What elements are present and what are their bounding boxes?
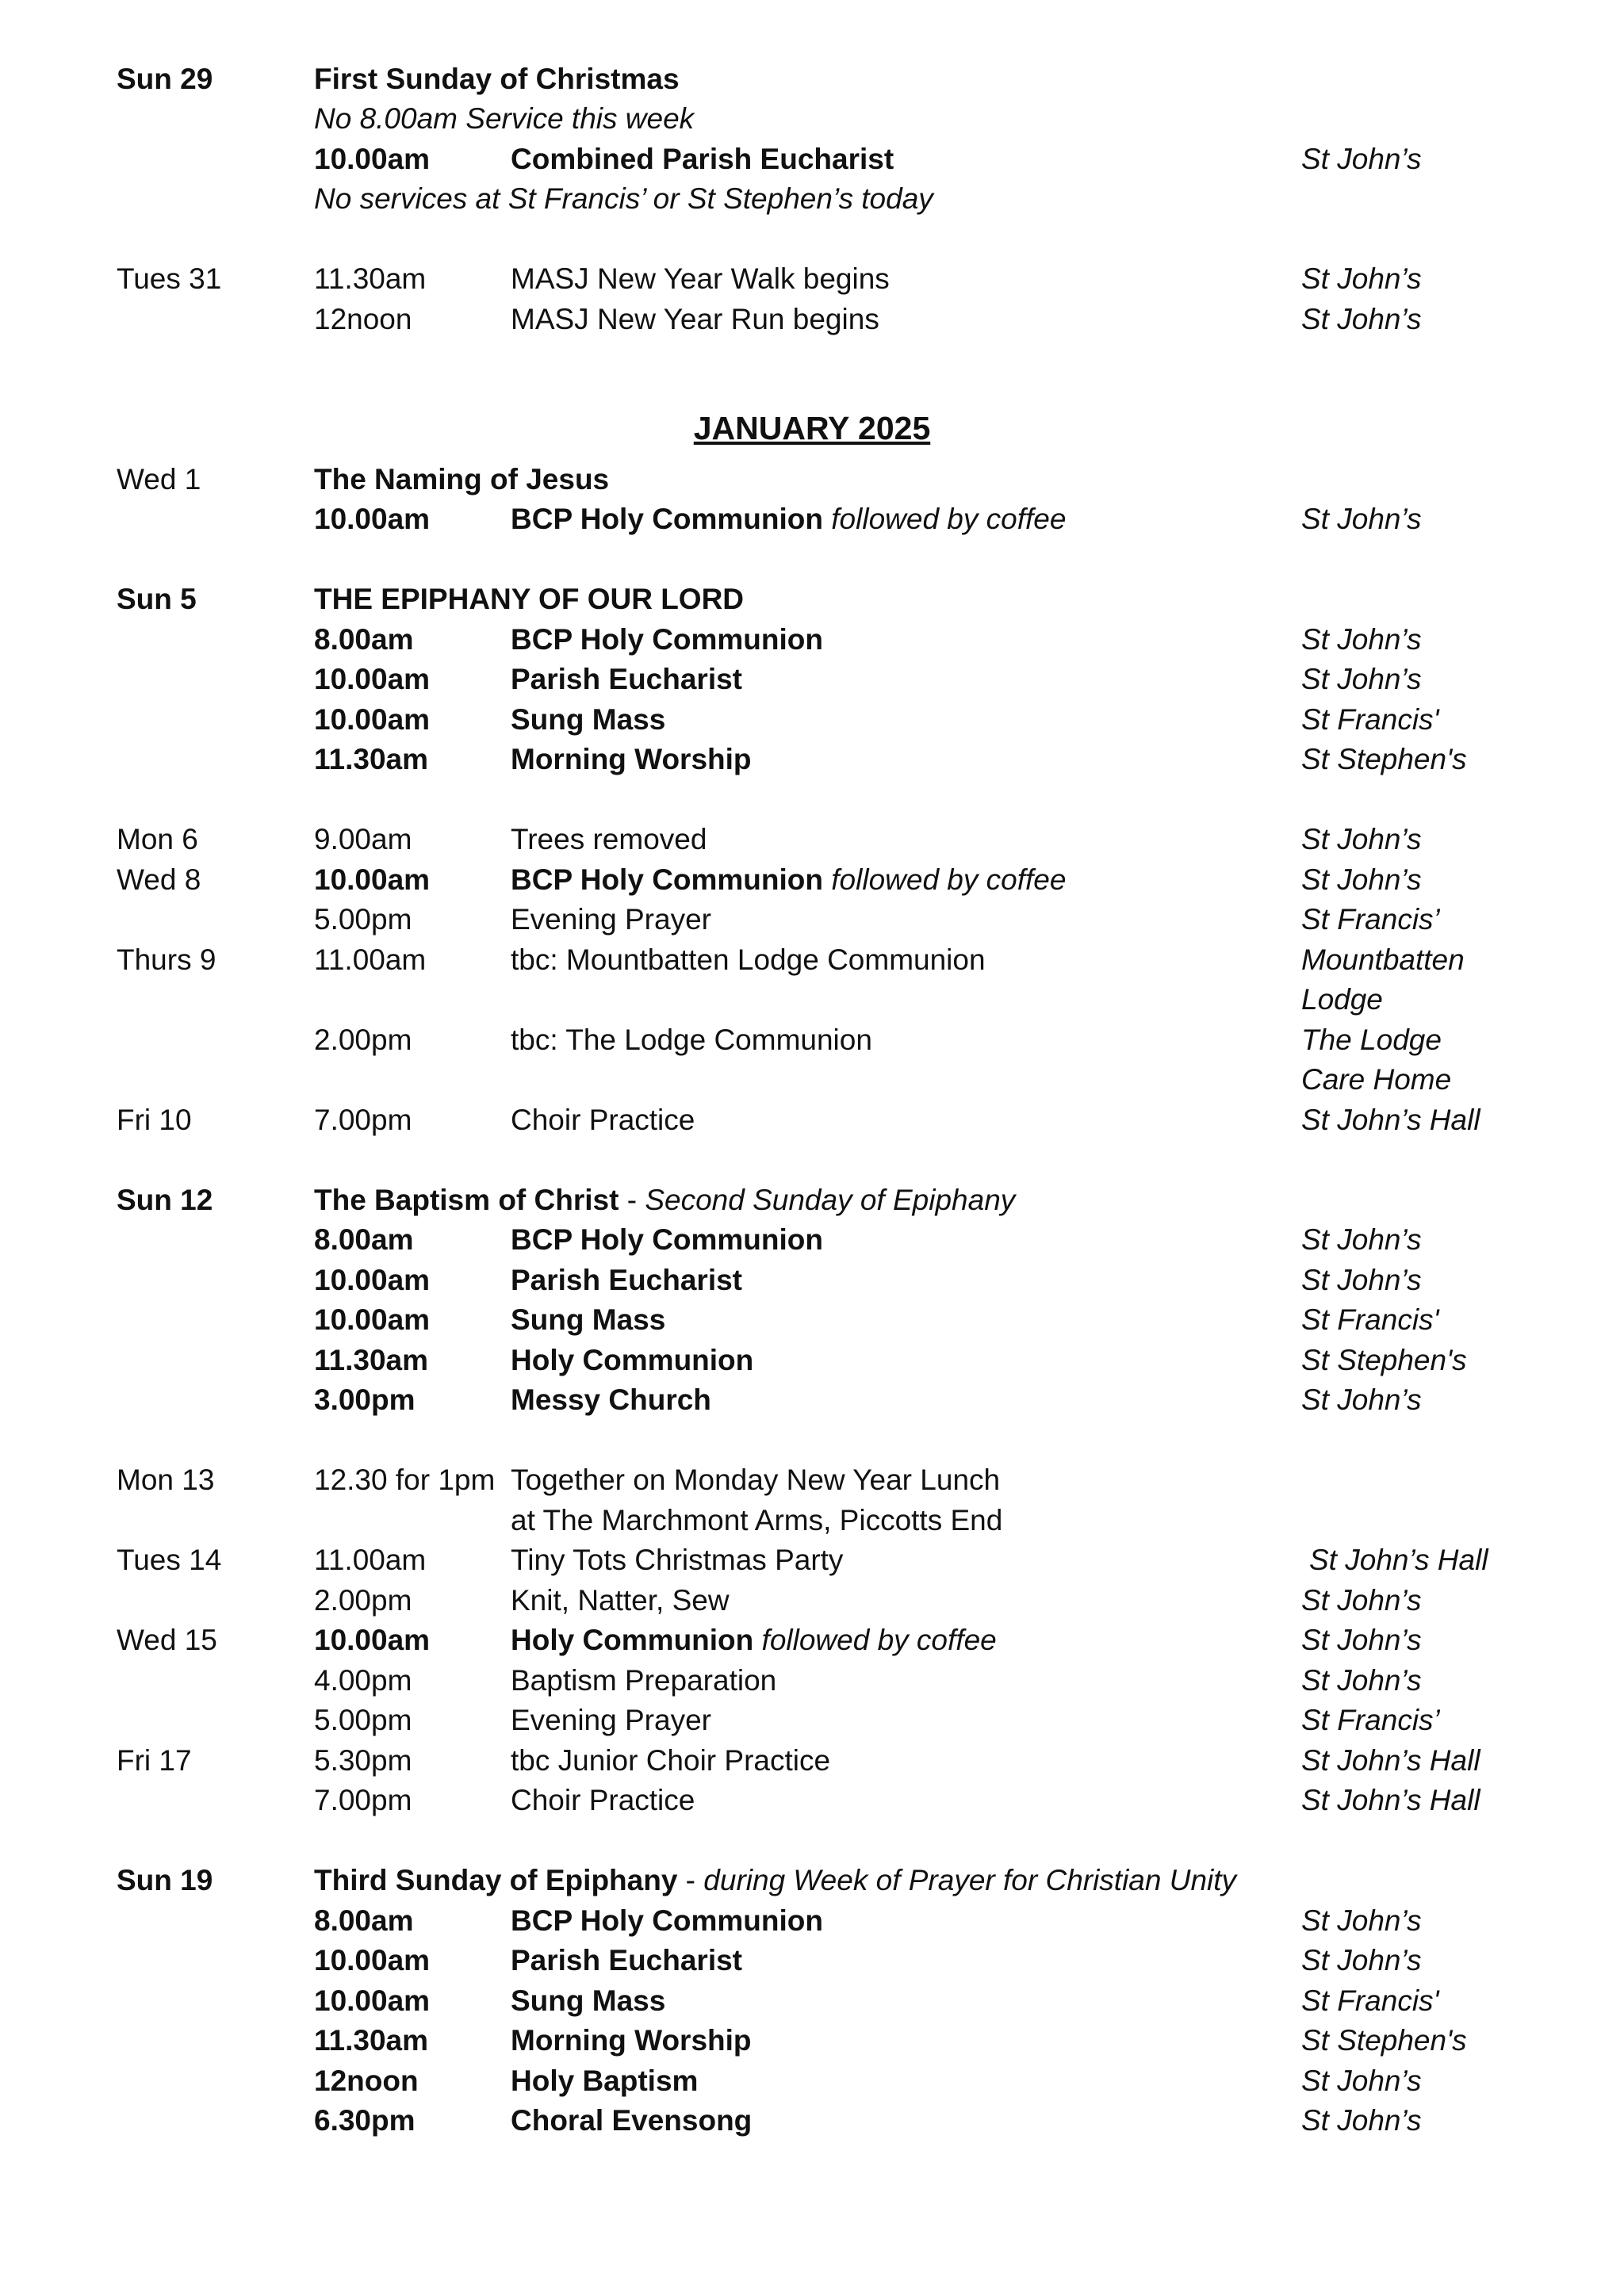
row-day: Thurs 9 xyxy=(117,943,216,976)
row-time: 11.00am xyxy=(314,1544,427,1576)
row-time: 7.00pm xyxy=(314,1104,412,1136)
row-time: 8.00am xyxy=(314,1904,414,1937)
row-time: 10.00am xyxy=(314,1944,431,1976)
schedule-row xyxy=(0,1980,1624,2022)
row-event xyxy=(511,1100,695,1141)
row-location: St John’s xyxy=(1301,2064,1422,2097)
schedule-row xyxy=(0,1260,1624,1301)
row-event xyxy=(511,1020,872,1061)
row-event xyxy=(511,1340,753,1381)
row-time: 10.00am xyxy=(314,1984,431,2017)
row-heading xyxy=(314,1860,1236,1901)
row-event-segment: MASJ New Year Run begins xyxy=(511,303,879,335)
row-event-segment: Evening Prayer xyxy=(511,1704,711,1736)
row-location: St John’s xyxy=(1301,623,1422,656)
row-event xyxy=(511,1460,1000,1501)
row-location: Care Home xyxy=(1301,1063,1452,1096)
schedule-row xyxy=(0,739,1624,780)
schedule-row xyxy=(0,819,1624,860)
schedule-row xyxy=(0,859,1624,901)
row-time: 11.00am xyxy=(314,943,427,976)
row-event-segment: Baptism Preparation xyxy=(511,1664,777,1697)
row-location: Mountbatten xyxy=(1301,943,1465,976)
row-location: St John’s xyxy=(1301,1664,1422,1697)
row-day: Fri 17 xyxy=(117,1744,192,1777)
row-time: 5.00pm xyxy=(314,903,412,936)
row-location: St Stephen's xyxy=(1301,2024,1467,2057)
row-event xyxy=(511,659,742,700)
row-heading-segment: No services at St Francis’ or St Stephen’s today xyxy=(314,182,933,215)
schedule-row xyxy=(0,1900,1624,1942)
row-time: 10.00am xyxy=(314,703,431,736)
row-event-segment: tbc: Mountbatten Lodge Communion xyxy=(511,943,986,976)
row-location: St Stephen's xyxy=(1301,743,1467,775)
row-time: 8.00am xyxy=(314,623,414,656)
row-event-segment: Choir Practice xyxy=(511,1784,695,1816)
row-event-segment: followed by coffee xyxy=(753,1624,997,1656)
row-location: St John’s xyxy=(1301,2104,1422,2137)
row-location: St John’s xyxy=(1301,143,1422,175)
schedule-row xyxy=(0,659,1624,700)
row-time: 11.30am xyxy=(314,262,427,295)
row-day: Mon 13 xyxy=(117,1464,215,1496)
row-time: 5.30pm xyxy=(314,1744,412,1777)
row-event xyxy=(511,1620,997,1661)
schedule-row xyxy=(0,1340,1624,1381)
row-location: St John’s xyxy=(1301,262,1422,295)
row-time: 10.00am xyxy=(314,863,431,896)
row-day: Wed 15 xyxy=(117,1624,217,1656)
row-event-segment: Evening Prayer xyxy=(511,903,711,936)
row-time: 2.00pm xyxy=(314,1024,412,1056)
row-event-segment: Holy Communion xyxy=(511,1344,754,1376)
schedule-row xyxy=(0,1660,1624,1701)
row-time: 12noon xyxy=(314,303,412,335)
row-event-segment: Combined Parish Eucharist xyxy=(511,143,894,175)
row-event xyxy=(511,1219,823,1261)
row-location: St John’s xyxy=(1301,1584,1422,1617)
row-event xyxy=(511,499,1066,540)
row-event xyxy=(511,899,711,940)
row-event xyxy=(511,2061,698,2102)
schedule-row xyxy=(0,579,1624,620)
row-heading-segment: Third Sunday of Epiphany xyxy=(314,1864,678,1896)
schedule-row xyxy=(0,619,1624,660)
row-event-segment: Holy Baptism xyxy=(511,2064,699,2097)
row-time: 7.00pm xyxy=(314,1784,412,1816)
schedule-row xyxy=(0,299,1624,340)
row-heading-segment: Second Sunday of Epiphany xyxy=(645,1184,1016,1216)
row-location: Lodge xyxy=(1301,983,1383,1016)
row-location: St Francis' xyxy=(1301,1303,1439,1336)
row-event-segment: Sung Mass xyxy=(511,1984,666,2017)
row-location: St John’s xyxy=(1301,303,1422,335)
row-heading-segment: THE EPIPHANY OF OUR LORD xyxy=(314,583,745,615)
row-time: 11.30am xyxy=(314,1344,429,1376)
row-event xyxy=(511,1740,830,1781)
row-time: 8.00am xyxy=(314,1223,414,1256)
row-location: St John’s xyxy=(1301,1944,1422,1976)
row-heading-segment: The Naming of Jesus xyxy=(314,463,610,496)
schedule-row xyxy=(0,1500,1624,1541)
row-event xyxy=(511,699,665,740)
row-day: Tues 14 xyxy=(117,1544,222,1576)
row-day: Sun 12 xyxy=(117,1184,213,1216)
row-event-segment: Morning Worship xyxy=(511,2024,752,2057)
row-event xyxy=(511,1580,730,1621)
row-heading xyxy=(314,579,744,620)
row-location: St John’s xyxy=(1301,1223,1422,1256)
month-heading: JANUARY 2025 xyxy=(693,410,931,446)
row-event-segment: BCP Holy Communion xyxy=(511,623,823,656)
row-heading-segment: during Week of Prayer for Christian Unity xyxy=(703,1864,1237,1896)
row-time: 2.00pm xyxy=(314,1584,412,1617)
row-day: Fri 10 xyxy=(117,1104,192,1136)
schedule-row xyxy=(0,2020,1624,2061)
row-time: 10.00am xyxy=(314,1624,431,1656)
row-event xyxy=(511,299,879,340)
schedule-row xyxy=(0,178,1624,220)
row-heading-segment: The Baptism of Christ xyxy=(314,1184,619,1216)
row-time: 11.30am xyxy=(314,2024,429,2057)
row-event xyxy=(511,1540,843,1581)
row-event xyxy=(511,2020,752,2061)
schedule-row xyxy=(0,1940,1624,1981)
schedule-row xyxy=(0,1740,1624,1781)
row-location: St John’s xyxy=(1301,663,1422,695)
row-time: 10.00am xyxy=(314,143,431,175)
row-time: 4.00pm xyxy=(314,1664,412,1697)
schedule-row xyxy=(0,1020,1624,1061)
row-time: 10.00am xyxy=(314,503,431,535)
row-location: St John’s Hall xyxy=(1309,1544,1488,1576)
row-event-segment: followed by coffee xyxy=(823,503,1067,535)
schedule-row xyxy=(0,2100,1624,2141)
row-event-segment: Holy Communion xyxy=(511,1624,754,1656)
row-heading-segment: First Sunday of Christmas xyxy=(314,63,680,95)
row-event-segment: Choral Evensong xyxy=(511,2104,753,2137)
row-event-segment: BCP Holy Communion xyxy=(511,1904,823,1937)
schedule-row xyxy=(0,59,1624,100)
row-event-segment: Parish Eucharist xyxy=(511,1944,743,1976)
schedule-row xyxy=(0,1460,1624,1501)
row-event xyxy=(511,859,1066,901)
row-event-segment: Choir Practice xyxy=(511,1104,695,1136)
row-heading xyxy=(314,59,680,100)
row-event xyxy=(511,1700,711,1741)
schedule-row xyxy=(0,258,1624,300)
row-event xyxy=(511,819,707,860)
row-event xyxy=(511,258,890,300)
row-event xyxy=(511,1940,742,1981)
row-event-segment: BCP Holy Communion xyxy=(511,503,823,535)
row-event-segment: tbc: The Lodge Communion xyxy=(511,1024,872,1056)
row-time: 11.30am xyxy=(314,743,429,775)
row-time: 12.30 for 1pm xyxy=(314,1464,496,1496)
row-time: 10.00am xyxy=(314,1303,431,1336)
row-day: Sun 19 xyxy=(117,1864,213,1896)
row-heading xyxy=(314,459,609,500)
schedule-row xyxy=(0,699,1624,740)
row-day: Sun 5 xyxy=(117,583,197,615)
row-event xyxy=(511,1900,823,1942)
row-event xyxy=(511,619,823,660)
schedule-row xyxy=(0,459,1624,500)
row-event xyxy=(511,739,752,780)
row-event-segment: Morning Worship xyxy=(511,743,752,775)
row-heading xyxy=(314,178,933,220)
row-event-segment: Sung Mass xyxy=(511,1303,666,1336)
schedule-row xyxy=(0,1100,1624,1141)
schedule-row xyxy=(0,1540,1624,1581)
row-location: St John’s Hall xyxy=(1301,1104,1480,1136)
row-location: St Francis' xyxy=(1301,1984,1439,2017)
row-location: St John’s xyxy=(1301,1264,1422,1296)
row-event-segment: Together on Monday New Year Lunch xyxy=(511,1464,1001,1496)
row-event-segment: tbc Junior Choir Practice xyxy=(511,1744,831,1777)
schedule-row xyxy=(0,1700,1624,1741)
row-location: St John’s xyxy=(1301,823,1422,855)
row-day: Tues 31 xyxy=(117,262,222,295)
row-event-segment: Parish Eucharist xyxy=(511,663,743,695)
schedule-row xyxy=(0,1860,1624,1901)
row-time: 10.00am xyxy=(314,663,431,695)
row-heading-segment: - xyxy=(677,1864,704,1896)
row-event-segment: followed by coffee xyxy=(823,863,1067,896)
schedule-row xyxy=(0,1380,1624,1421)
schedule-row xyxy=(0,139,1624,180)
row-location: St John’s xyxy=(1301,1904,1422,1937)
row-location: St John’s xyxy=(1301,1624,1422,1656)
row-event xyxy=(511,1299,665,1341)
row-event xyxy=(511,1500,1002,1541)
row-event-segment: Parish Eucharist xyxy=(511,1264,743,1296)
row-location: St Francis’ xyxy=(1301,1704,1440,1736)
row-event-segment: BCP Holy Communion xyxy=(511,1223,823,1256)
row-event-segment: at The Marchmont Arms, Piccotts End xyxy=(511,1504,1003,1536)
row-event-segment: Messy Church xyxy=(511,1383,711,1416)
row-time: 10.00am xyxy=(314,1264,431,1296)
row-location: St John’s Hall xyxy=(1301,1744,1480,1777)
row-location: St Francis’ xyxy=(1301,903,1440,936)
row-event-segment: Trees removed xyxy=(511,823,707,855)
row-event xyxy=(511,1260,742,1301)
row-event xyxy=(511,1780,695,1821)
row-heading-segment: No 8.00am Service this week xyxy=(314,102,695,135)
row-time: 5.00pm xyxy=(314,1704,412,1736)
row-event xyxy=(511,2100,752,2141)
schedule-row xyxy=(0,98,1624,140)
row-day: Sun 29 xyxy=(117,63,213,95)
row-day: Wed 1 xyxy=(117,463,201,496)
row-time: 6.30pm xyxy=(314,2104,416,2137)
row-event xyxy=(511,139,894,180)
row-event-segment: Knit, Natter, Sew xyxy=(511,1584,730,1617)
row-event xyxy=(511,1660,776,1701)
schedule-row xyxy=(0,1180,1624,1221)
schedule-row xyxy=(0,2061,1624,2102)
schedule-row xyxy=(0,1780,1624,1821)
schedule-row xyxy=(0,939,1624,981)
row-day: Wed 8 xyxy=(117,863,201,896)
row-location: St John’s xyxy=(1301,1383,1422,1416)
row-event xyxy=(511,1980,665,2022)
schedule-row xyxy=(0,1059,1624,1100)
schedule-row xyxy=(0,499,1624,540)
row-event-segment: Sung Mass xyxy=(511,703,666,736)
row-location: St Stephen's xyxy=(1301,1344,1467,1376)
row-location: St John’s Hall xyxy=(1301,1784,1480,1816)
row-location: St John’s xyxy=(1301,503,1422,535)
row-event-segment: BCP Holy Communion xyxy=(511,863,823,896)
row-event xyxy=(511,939,986,981)
schedule-row xyxy=(0,1580,1624,1621)
row-location: The Lodge xyxy=(1301,1024,1442,1056)
row-time: 12noon xyxy=(314,2064,419,2097)
row-time: 9.00am xyxy=(314,823,412,855)
schedule-row xyxy=(0,899,1624,940)
row-heading-segment: - xyxy=(619,1184,645,1216)
row-time: 3.00pm xyxy=(314,1383,416,1416)
schedule-row xyxy=(0,1219,1624,1261)
schedule-row xyxy=(0,1620,1624,1661)
row-event xyxy=(511,1380,711,1421)
row-location: St Francis' xyxy=(1301,703,1439,736)
schedule-row xyxy=(0,979,1624,1020)
row-event-segment: MASJ New Year Walk begins xyxy=(511,262,890,295)
row-heading xyxy=(314,1180,1015,1221)
row-location: St John’s xyxy=(1301,863,1422,896)
row-day: Mon 6 xyxy=(117,823,198,855)
row-heading xyxy=(314,98,694,140)
row-event-segment: Tiny Tots Christmas Party xyxy=(511,1544,844,1576)
schedule-row xyxy=(0,1299,1624,1341)
